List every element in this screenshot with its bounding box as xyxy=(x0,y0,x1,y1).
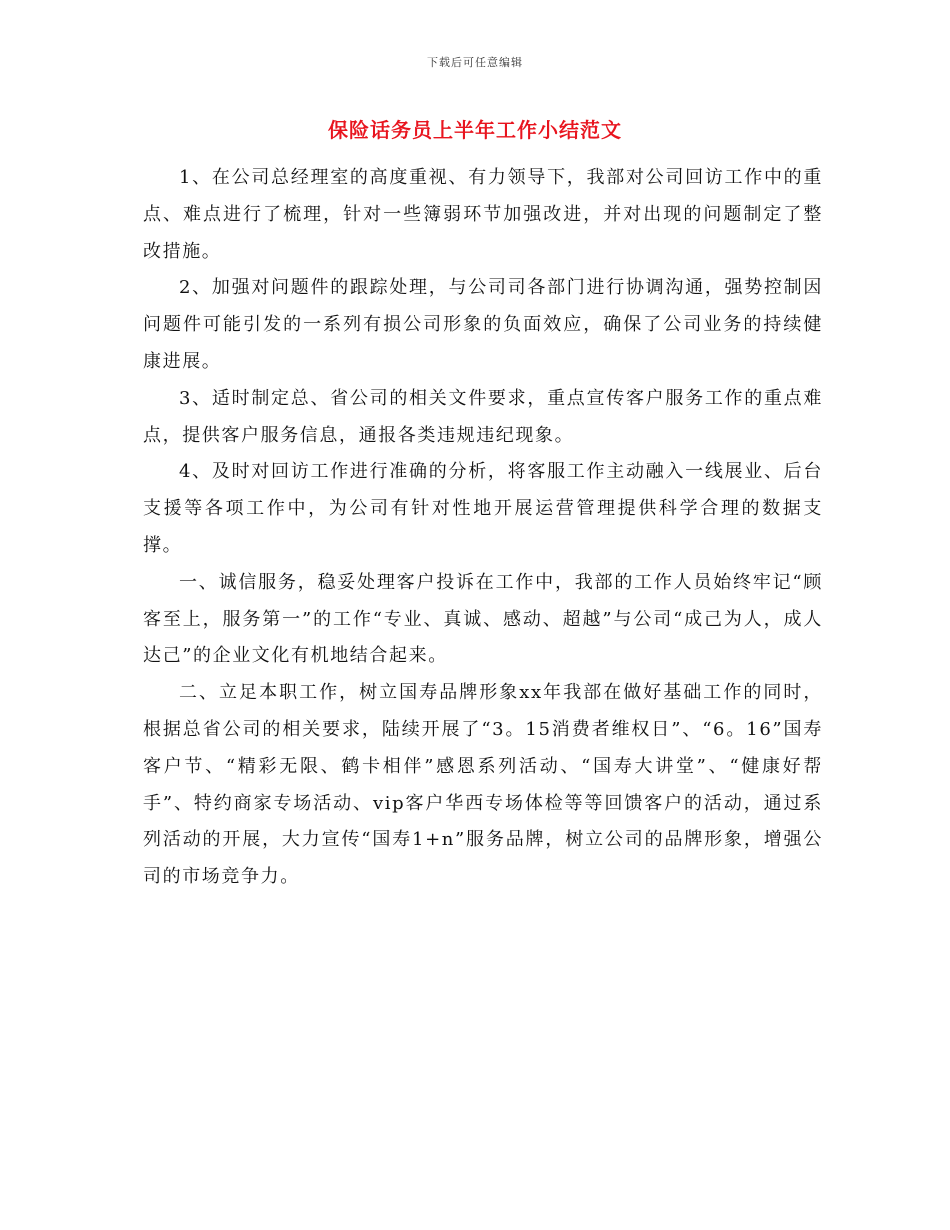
paragraph-3: 3、适时制定总、省公司的相关文件要求，重点宣传客户服务工作的重点难点，提供客户服务信息，通报各类违规违纪现象。 xyxy=(143,387,823,446)
paragraph-1: 1、在公司总经理室的高度重视、有力领导下，我部对公司回访工作中的重点、难点进行了梳理，针对一些簿弱环节加强改进，并对出现的问题制定了整改措施。 xyxy=(143,167,823,262)
paragraph-6: 二、立足本职工作，树立国寿品牌形象xx年我部在做好基础工作的同时，根据总省公司的相关要求，陆续开展了“3。15消费者维权日”、“6。16”国寿客户节、“精彩无限、鹤卡相伴”感恩系列活动、“国寿大讲堂”、“健康好帮手”、特约商家专场活动、vip客户华西专场体检等等回馈客户的活动，通过系列活动的开展，大力宣传“国寿1+n”服务品牌，树立公司的品牌形象，增强公司的市场竞争力。 xyxy=(143,682,823,888)
document-title: 保险话务员上半年工作小结范文 xyxy=(328,118,622,142)
paragraph-4: 4、及时对回访工作进行准确的分析，将客服工作主动融入一线展业、后台支援等各项工作中，为公司有针对性地开展运营管理提供科学合理的数据支撑。 xyxy=(143,461,823,556)
paragraph-2: 2、加强对问题件的跟踪处理，与公司司各部门进行协调沟通，强势控制因问题件可能引发的一系列有损公司形象的负面效应，确保了公司业务的持续健康进展。 xyxy=(143,277,823,372)
header-note: 下载后可任意编辑 xyxy=(427,56,523,69)
paragraph-5: 一、诚信服务，稳妥处理客户投诉在工作中，我部的工作人员始终牢记“顾客至上，服务第一”的工作“专业、真诚、感动、超越”与公司“成己为人，成人达己”的企业文化有机地结合起来。 xyxy=(143,571,823,667)
document-body xyxy=(143,160,823,896)
